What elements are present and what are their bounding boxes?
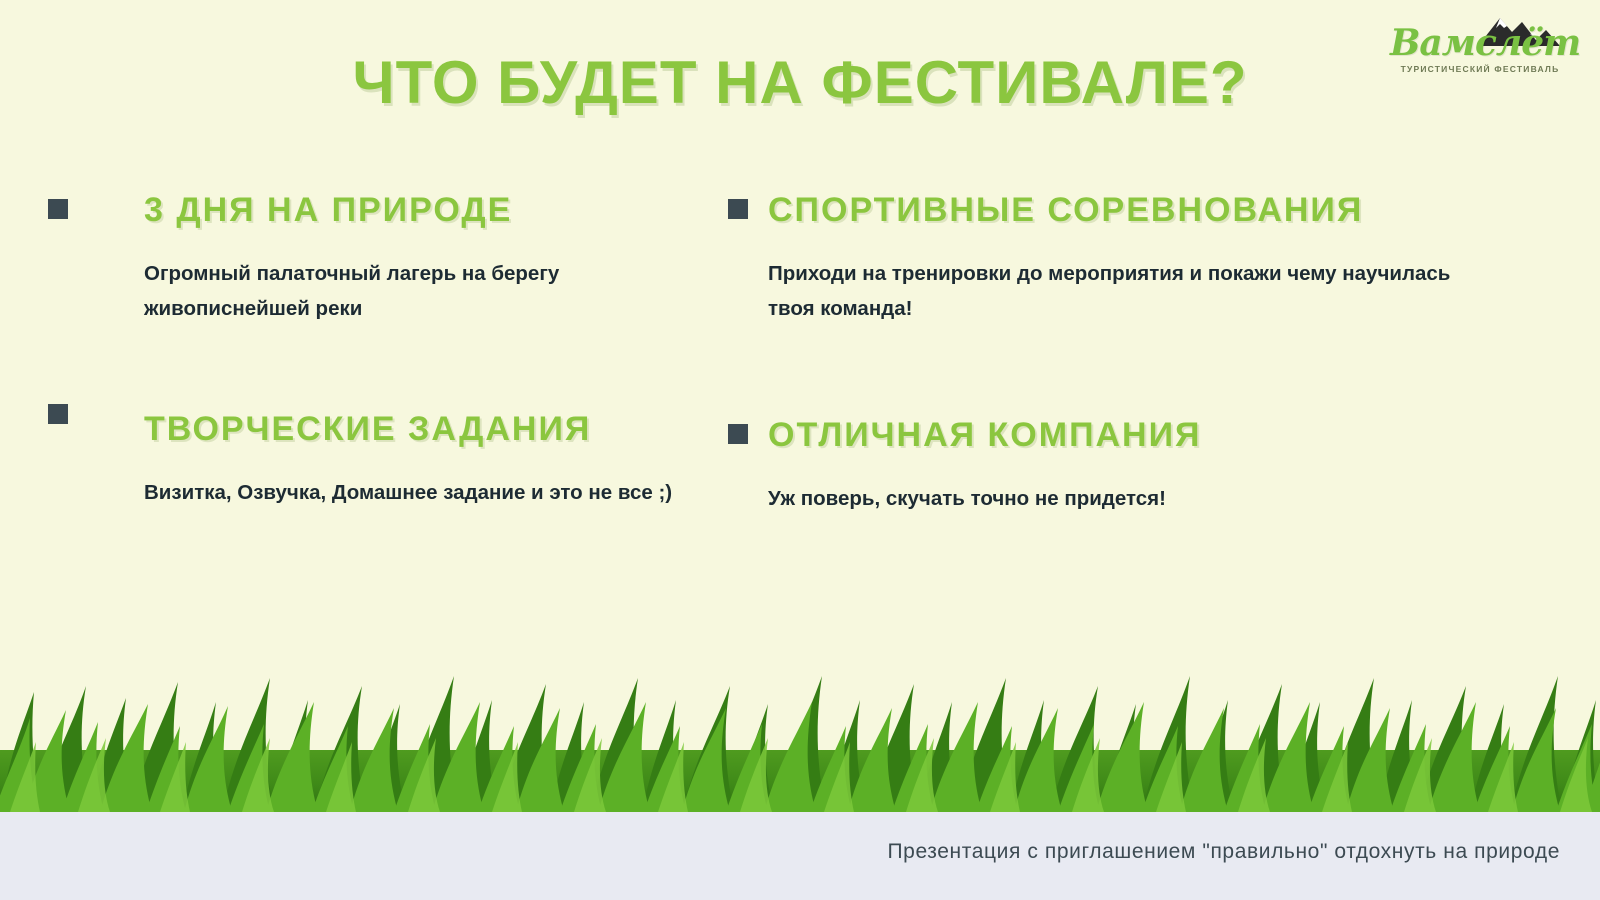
footer-bar — [0, 812, 1600, 900]
logo-wordmark: Вамслёт — [1390, 22, 1581, 64]
bullet-square-icon — [48, 404, 68, 424]
feature-body: Визитка, Озвучка, Домашнее задание и это не все ;) — [144, 481, 673, 504]
feature-heading: 3 ДНЯ НА ПРИРОДЕ — [144, 191, 513, 229]
grass-blades-icon — [0, 632, 1600, 812]
footer-caption: Презентация с приглашением "правильно" отдохнуть на природе — [887, 840, 1560, 863]
feature-body: Уж поверь, скучать точно не придется! — [768, 487, 1166, 510]
bullet-square-icon — [48, 199, 68, 219]
feature-body: Приходи на тренировки до мероприятия и покажи чему научилась твоя команда! — [768, 262, 1451, 320]
features-grid — [0, 185, 1600, 605]
feature-heading: ОТЛИЧНАЯ КОМПАНИЯ — [768, 416, 1202, 454]
feature-body: Огромный палаточный лагерь на берегу живописнейшей реки — [144, 262, 560, 320]
feature-heading: ТВОРЧЕСКИЕ ЗАДАНИЯ — [144, 410, 592, 448]
logo-subtitle: ТУРИСТИЧЕСКИЙ ФЕСТИВАЛЬ — [1400, 64, 1560, 74]
page-title: ЧТО БУДЕТ НА ФЕСТИВАЛЕ? — [352, 49, 1248, 116]
grass-decoration — [0, 632, 1600, 812]
bullet-square-icon — [728, 199, 748, 219]
feature-heading: СПОРТИВНЫЕ СОРЕВНОВАНИЯ — [768, 191, 1364, 229]
bullet-square-icon — [728, 424, 748, 444]
